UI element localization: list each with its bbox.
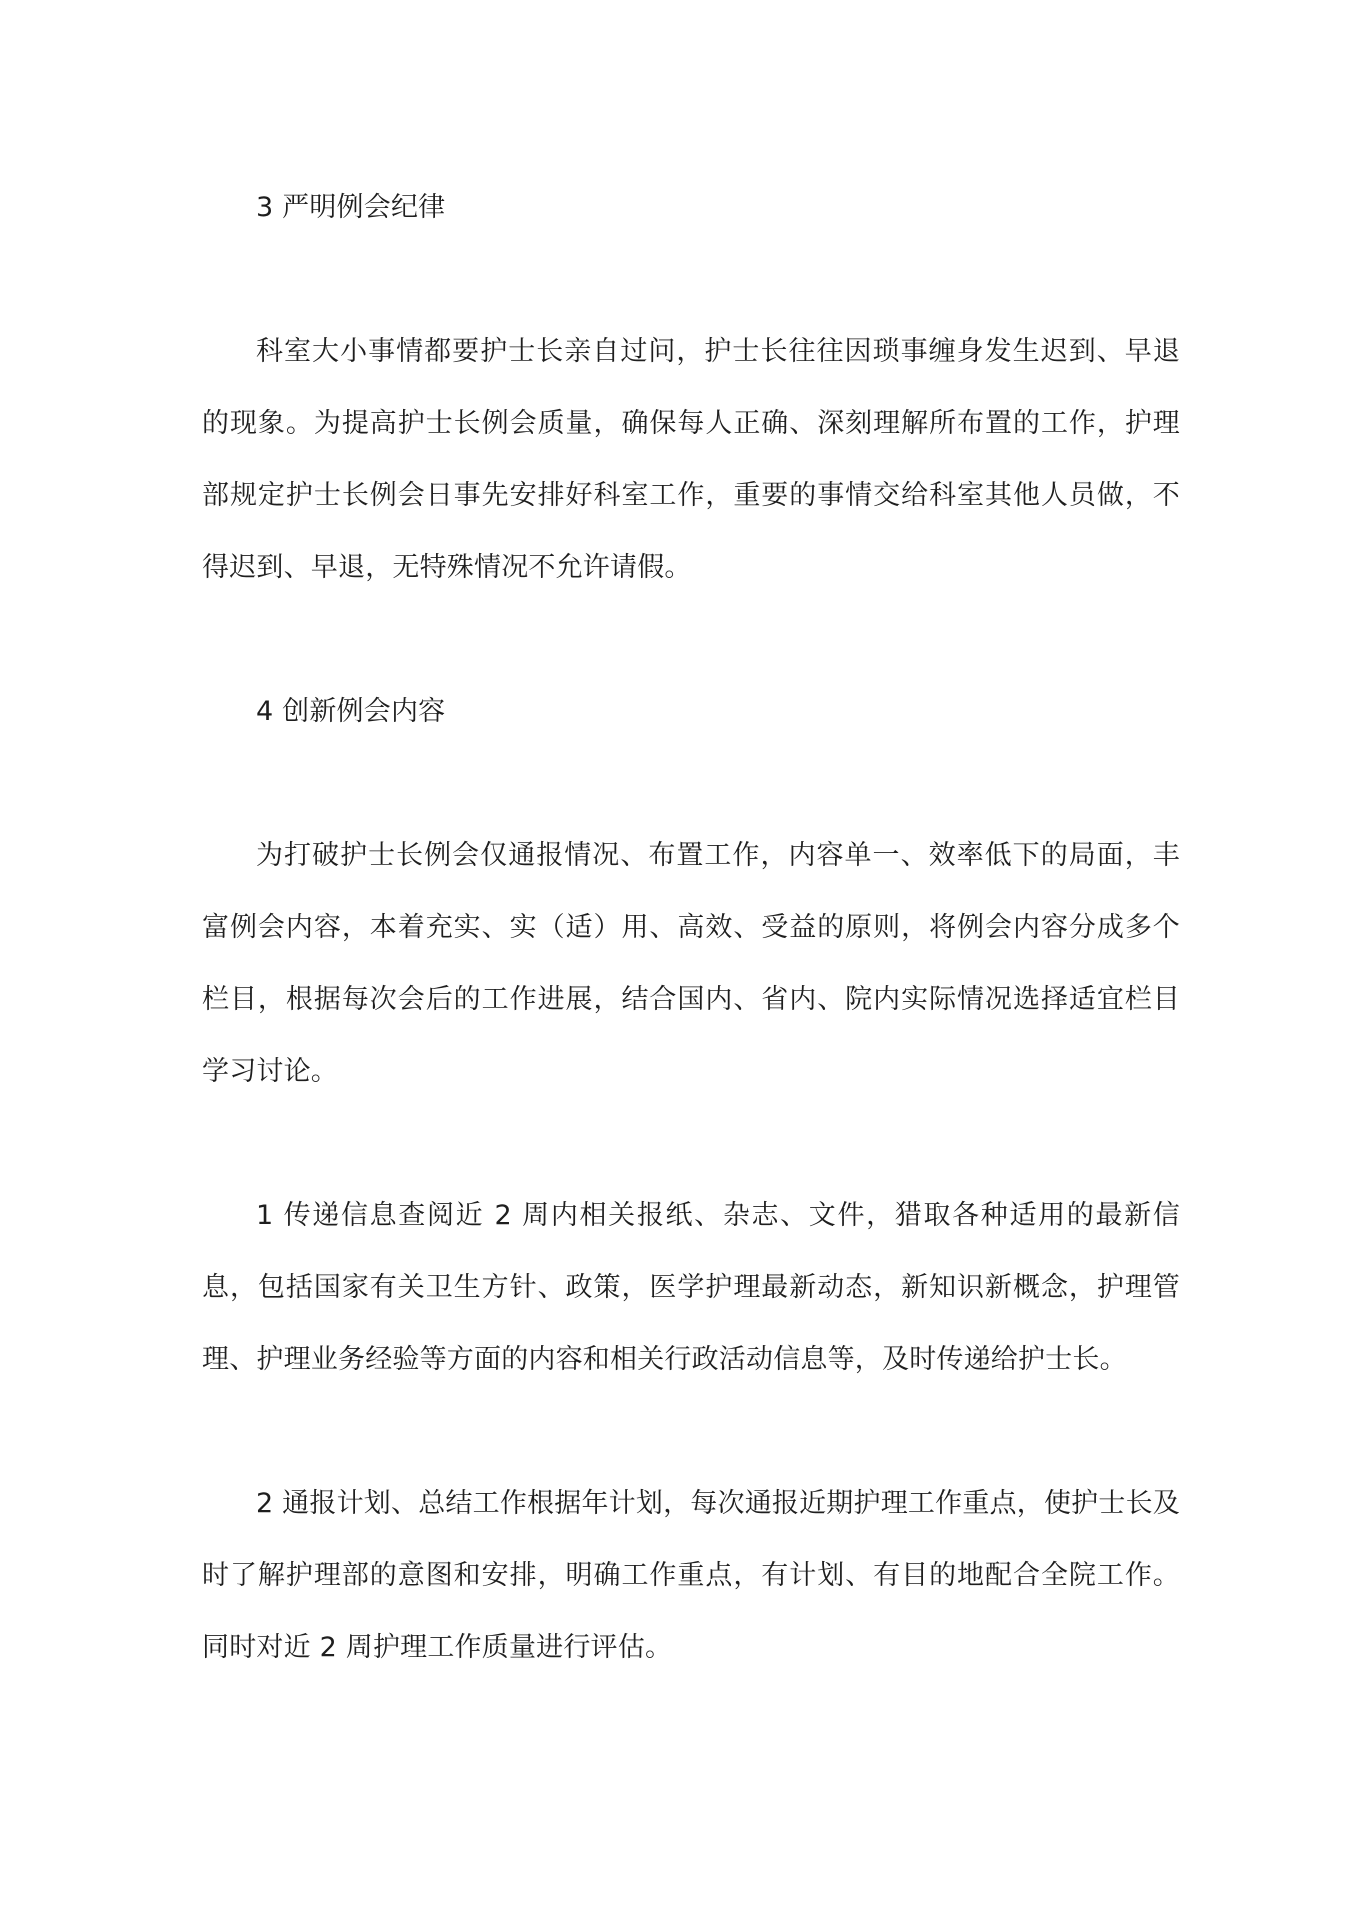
document-body — [202, 172, 1180, 1684]
section-heading-4: 4 创新例会内容 — [256, 696, 446, 727]
spacer — [202, 1396, 1180, 1468]
paragraph-innovation: 为打破护士长例会仅通报情况、布置工作，内容单一、效率低下的局面，丰富例会内容，本着充实、实（适）用、高效、受益的原则，将例会内容分成多个栏目，根据每次会后的工作进展，结合国内、省内、院内实际情况选择适宜栏目学习讨论。 — [202, 840, 1180, 1087]
paragraph-report-plan: 2 通报计划、总结工作根据年计划，每次通报近期护理工作重点，使护士长及时了解护理部的意图和安排，明确工作重点，有计划、有目的地配合全院工作。同时对近 2 周护理工作质量进行评估。 — [202, 1488, 1180, 1663]
spacer — [202, 1108, 1180, 1180]
spacer — [202, 748, 1180, 820]
paragraph-discipline: 科室大小事情都要护士长亲自过问，护士长往往因琐事缠身发生迟到、早退的现象。为提高护士长例会质量，确保每人正确、深刻理解所布置的工作，护理部规定护士长例会日事先安排好科室工作，重要的事情交给科室其他人员做，不得迟到、早退，无特殊情况不允许请假。 — [202, 336, 1180, 583]
spacer — [202, 604, 1180, 676]
paragraph-transmit-info: 1 传递信息查阅近 2 周内相关报纸、杂志、文件，猎取各种适用的最新信息，包括国家有关卫生方针、政策，医学护理最新动态，新知识新概念，护理管理、护理业务经验等方面的内容和相关行政活动信息等，及时传递给护士长。 — [202, 1200, 1180, 1375]
section-heading-3: 3 严明例会纪律 — [256, 192, 446, 223]
spacer — [202, 244, 1180, 316]
